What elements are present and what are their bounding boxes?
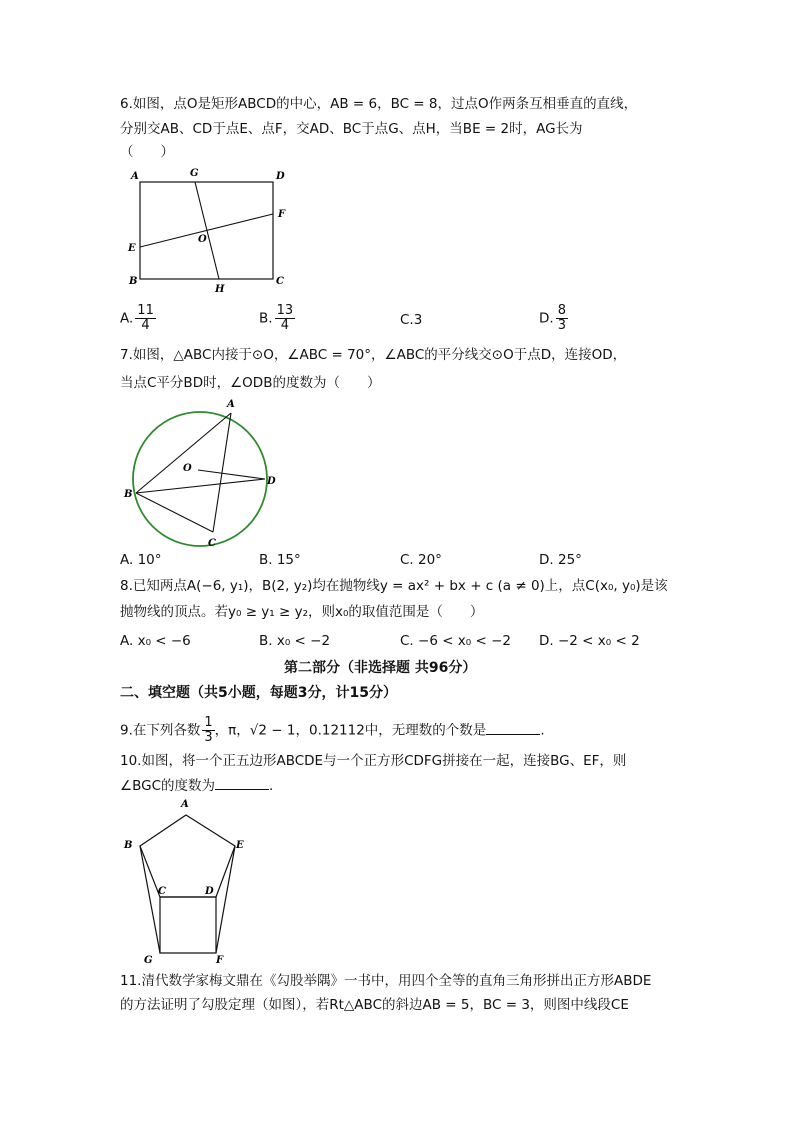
- q6-label-f: F: [278, 209, 286, 220]
- q6-option-b-den: 4: [280, 318, 289, 333]
- q6-option-b-fraction: [275, 304, 296, 333]
- q7-label-o: O: [183, 463, 192, 474]
- line-bd: [136, 479, 265, 493]
- q6-option-d-fraction: [556, 304, 568, 333]
- line-ab: [136, 413, 231, 493]
- q7-option-d[interactable]: D. 25°: [539, 552, 582, 568]
- q10-text-line1: 10.如图，将一个正五边形ABCDE与一个正方形CDFG拼接在一起，连接BG、EF，则: [120, 753, 627, 769]
- q6-option-d-den: 3: [557, 318, 566, 333]
- q10-label-b: B: [124, 840, 133, 851]
- q6-text-line1: 6.如图，点O是矩形ABCD的中心，AB = 6，BC = 8，过点O作两条互相垂直的直线，: [120, 96, 638, 112]
- q6-label-o: O: [198, 234, 207, 245]
- section2-title: 二、填空题（共5小题，每题3分，计15分）: [120, 685, 397, 701]
- part2-title: 第二部分（非选择题 共96分）: [284, 660, 477, 676]
- q6-option-c[interactable]: C.3: [400, 312, 423, 328]
- q9-text: [120, 716, 545, 745]
- q9-fraction-den: 3: [204, 730, 213, 745]
- q10-line2-text: ∠BGC的度数为: [120, 778, 216, 794]
- q6-label-e: E: [128, 243, 136, 254]
- square-cdfg: [160, 897, 216, 953]
- q6-option-d[interactable]: [539, 304, 568, 333]
- q10-label-g: G: [144, 955, 153, 966]
- q6-label-d: D: [276, 171, 285, 182]
- q8-text-line1: 8.已知两点A(−6, y₁)，B(2, y₂)均在抛物线y = ax² + bx + c (a ≠ 0)上，点C(x₀, y₀)是该: [120, 578, 668, 594]
- q6-label-g: G: [190, 168, 199, 179]
- q6-option-b-num: 13: [276, 303, 294, 318]
- q7-option-c[interactable]: C. 20°: [400, 552, 442, 568]
- q10-label-d: D: [205, 886, 214, 897]
- line-ef: [216, 846, 235, 953]
- q9-fraction-num: 1: [204, 715, 213, 730]
- q6-option-d-prefix: D.: [539, 310, 554, 327]
- line-bc: [136, 493, 213, 532]
- q7-label-d: D: [267, 476, 276, 487]
- q6-text-line2: 分别交AB、CD于点E、点F，交AD、BC于点G、点H，当BE = 2时，AG长为: [120, 121, 583, 137]
- q9-fraction: [202, 716, 214, 745]
- q6-option-a-fraction: [135, 304, 156, 333]
- q10-answer-blank[interactable]: [215, 775, 269, 790]
- q8-option-c[interactable]: C. −6 < x₀ < −2: [400, 633, 511, 649]
- q10-end: .: [269, 778, 274, 794]
- q6-label-c: C: [276, 276, 284, 287]
- q11-text-line2: 的方法证明了勾股定理（如图），若Rt△ABC的斜边AB = 5，BC = 3，则图中线段CE: [120, 997, 629, 1013]
- q10-label-e: E: [236, 840, 244, 851]
- q9-prefix: 9.在下列各数: [120, 722, 201, 739]
- q6-option-b[interactable]: [259, 304, 295, 333]
- q9-end: .: [540, 722, 545, 739]
- q6-option-a-den: 4: [141, 318, 150, 333]
- q10-label-c: C: [158, 886, 166, 897]
- q7-label-b: B: [124, 489, 133, 500]
- q6-option-a[interactable]: [120, 304, 156, 333]
- pentagon-abcde: [140, 815, 235, 897]
- q10-label-f: F: [216, 955, 224, 966]
- q8-option-b[interactable]: B. x₀ < −2: [259, 633, 331, 649]
- q7-label-a: A: [227, 399, 235, 410]
- q8-option-a[interactable]: A. x₀ < −6: [120, 633, 191, 649]
- line-bg: [140, 846, 160, 953]
- q6-label-h: H: [215, 284, 225, 295]
- q9-rest: ，π，√2 − 1，0.12112中，无理数的个数是: [214, 722, 487, 739]
- q7-text-line1: 7.如图，△ABC内接于⊙O，∠ABC = 70°，∠ABC的平分线交⊙O于点D，连接OD，: [120, 347, 627, 363]
- q7-label-c: C: [208, 538, 216, 549]
- q11-text-line1: 11.清代数学家梅文鼎在《勾股举隅》一书中，用四个全等的直角三角形拼出正方形ABDE: [120, 973, 652, 989]
- q7-circle-figure: [118, 395, 278, 550]
- q7-text-line2: 当点C平分BD时，∠ODB的度数为（ ）: [120, 375, 381, 391]
- q6-option-b-prefix: B.: [259, 310, 273, 327]
- q6-label-b: B: [129, 276, 138, 287]
- q10-pentagon-figure: [118, 796, 258, 966]
- line-od: [198, 470, 265, 479]
- q7-option-a[interactable]: A. 10°: [120, 552, 162, 568]
- q8-option-d[interactable]: D. −2 < x₀ < 2: [539, 633, 640, 649]
- q6-option-a-prefix: A.: [120, 310, 134, 327]
- q6-text-line3: （ ）: [120, 144, 174, 160]
- q10-text-line2: [120, 775, 273, 796]
- q6-label-a: A: [131, 171, 139, 182]
- q6-rectangle-figure: [118, 165, 298, 295]
- q7-option-b[interactable]: B. 15°: [259, 552, 301, 568]
- q6-option-d-num: 8: [557, 303, 566, 318]
- q10-label-a: A: [181, 799, 189, 810]
- q6-option-a-num: 11: [137, 303, 154, 318]
- q9-answer-blank[interactable]: [486, 720, 540, 735]
- q8-text-line2: 抛物线的顶点。若y₀ ≥ y₁ ≥ y₂，则x₀的取值范围是（ ）: [120, 604, 484, 620]
